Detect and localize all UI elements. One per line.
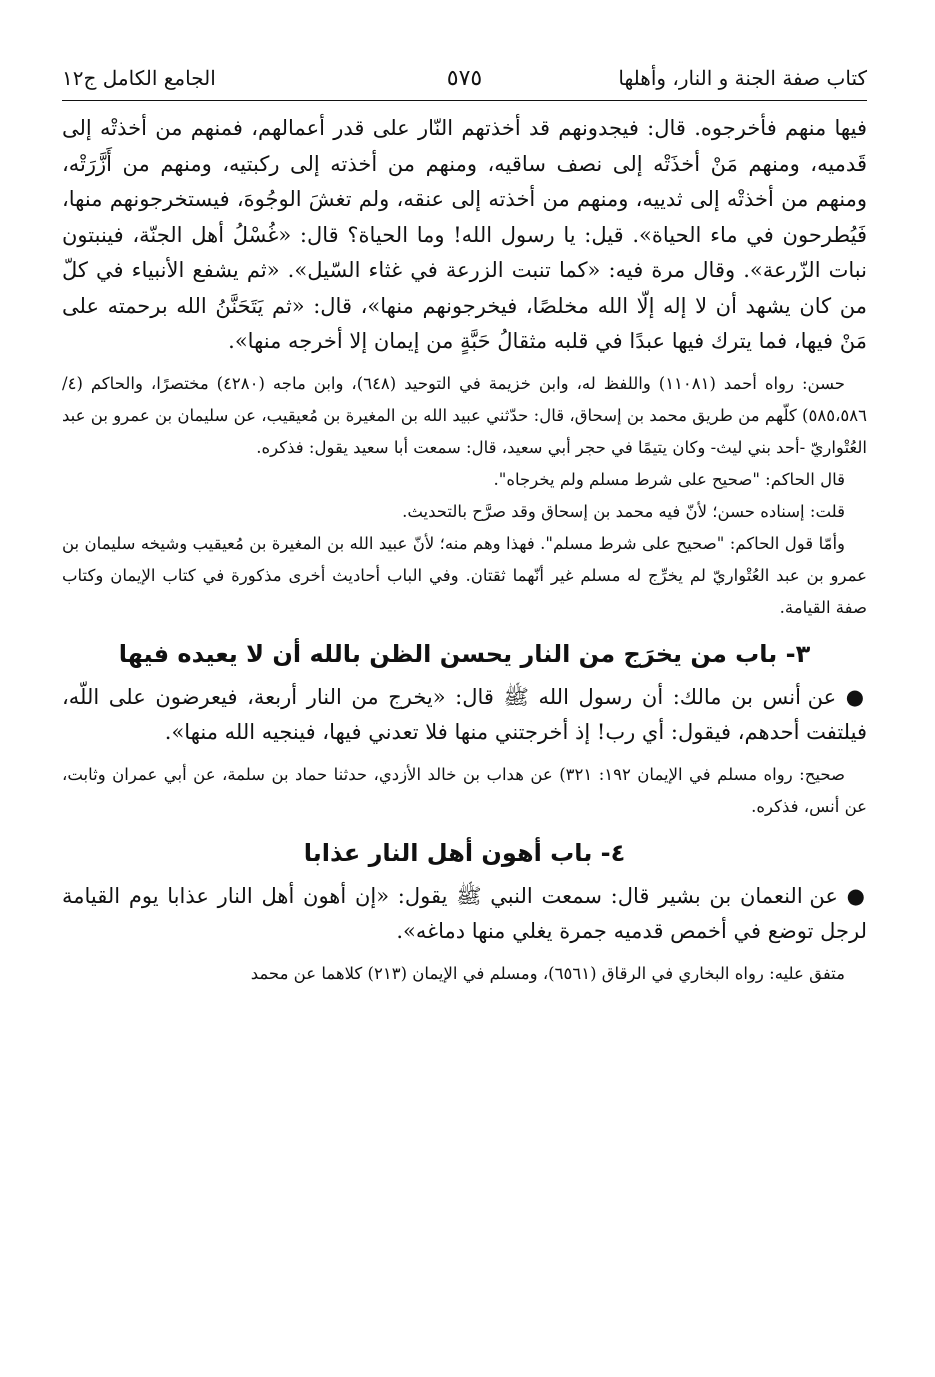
- page-header: [62, 58, 867, 98]
- chapter-3-hadith-text: عن أنس بن مالك: أن رسول الله ﷺ قال: «يخرج من النار أربعة، فيعرضون على اللّه، فيلتفت أحدهم، فيقول: أي رب! إذ أخرجتني منها فلا تعدني فيها، فينجيه الله منها».: [62, 684, 867, 744]
- critical-comment: وأمّا قول الحاكم: "صحيح على شرط مسلم". فهذا وهم منه؛ لأنّ عبيد الله بن المغيرة بن مُعيقيب وشيخه سليمان بن عمرو بن عبد العُتْواريّ لم يخرِّج له مسلم غير أنّهما ثقتان. وفي الباب أحاديث أخرى مذكورة في كتاب الإيمان وكتاب صفة القيامة.: [62, 533, 867, 617]
- running-head-book-title: كتاب صفة الجنة و النار، وأهلها: [618, 66, 867, 90]
- chapter-3-hadith: [62, 680, 867, 751]
- page-number: ٥٧٥: [446, 65, 483, 91]
- hadith-text: فيها منهم فأخرجوه. قال: فيجدونهم قد أخذتهم النّار على قدر أعمالهم، فمنهم من أخذتْه إلى قَدميه، ومنهم مَنْ أخذَتْه إلى نصف ساقيه، ومنهم من أخذته إلى ركبتيه، ومنهم من أَزَّرَتْه، ومنهم من أخذتْه إلى ثدييه، ومنهم من أخذته إلى عنقه، ولم تغشَ الوجُوهَ، فيستخرجونهم منها، فَيُطرحون في ماء الحياة». قيل: يا رسول الله! وما الحياة؟ قال: «غُسْلُ أهل الجنّة، فينبتون نبات الزّرعة». وقال مرة فيه: «كما تنبت الزرعة في غثاء السّيل». «ثم يشفع الأنبياء في كلّ من كان يشهد أن لا إله إلّا الله مخلصًا، فيخرجونهم منها»، قال: «ثم يَتَحَنَّنُ الله برحمته على مَنْ فيها، فما يترك فيها عبدًا في قلبه مثقالُ حَبَّةٍ من إيمان إلا أخرجه منها».: [62, 116, 867, 353]
- chapter-4-hadith: [62, 879, 867, 950]
- chapter-3-title: ٣- باب من يخرَج من النار يحسن الظن بالله أن لا يعيده فيها: [118, 639, 811, 668]
- chapter-4-takhrij: متفق عليه: رواه البخاري في الرقاق (٦٥٦١)، ومسلم في الإيمان (٢١٣) كلاهما عن محمد: [250, 963, 845, 983]
- header-divider: [62, 100, 867, 101]
- chapter-4-title: ٤- باب أهون أهل النار عذابا: [303, 838, 626, 867]
- isnad-note: قلت: إسناده حسن؛ لأنّ فيه محمد بن إسحاق وقد صرَّح بالتحديث.: [402, 501, 845, 521]
- running-head-volume: الجامع الكامل ج١٢: [62, 66, 216, 90]
- takhrij-note: حسن: رواه أحمد (١١٠٨١) واللفظ له، وابن خزيمة في التوحيد (٦٤٨)، وابن ماجه (٤٢٨٠) مختصرًا، والحاكم (٤/ ٥٨٥،٥٨٦) كلّهم من طريق محمد بن إسحاق، قال: حدّثني عبيد الله بن المغيرة بن مُعيقيب، عن سليمان بن عمرو بن عبد العُتْواريّ -أحد بني ليث- وكان يتيمًا في حجر أبي سعيد، قال: سمعت أبا سعيد يقول: فذكره.: [62, 373, 867, 457]
- chapter-3-takhrij: صحيح: رواه مسلم في الإيمان ١٩٢: ٣٢١) عن هداب بن خالد الأزدي، حدثنا حماد بن سلمة، عن أبي عمران وثابت، عن أنس، فذكره.: [62, 764, 867, 816]
- chapter-4-hadith-text: عن النعمان بن بشير قال: سمعت النبي ﷺ يقول: «إن أهون أهل النار عذابا يوم القيامة لرجل توضع في أخمص قدميه جمرة يغلي منها دماغه».: [62, 883, 867, 943]
- hakim-quote: قال الحاكم: "صحيح على شرط مسلم ولم يخرجاه".: [493, 469, 845, 489]
- bullet-icon: ●: [845, 684, 867, 709]
- bullet-icon: ●: [846, 883, 867, 908]
